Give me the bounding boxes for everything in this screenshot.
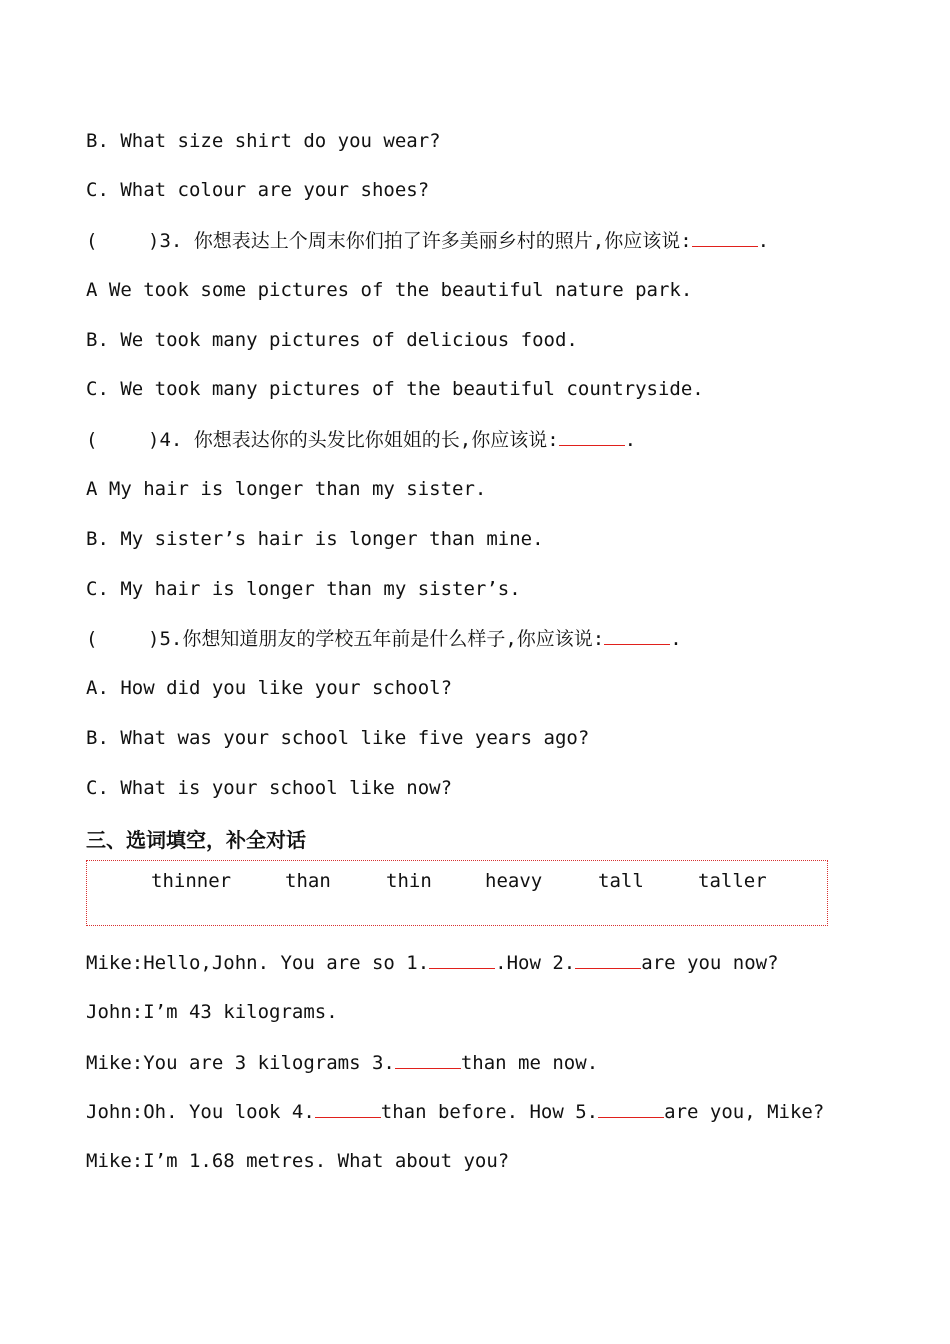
answer-blank-5[interactable] (598, 1099, 664, 1118)
answer-blank-1[interactable] (429, 950, 495, 969)
dialogue-text: Mike:You are 3 kilograms 3. (86, 1052, 395, 1074)
answer-blank[interactable] (604, 626, 670, 645)
dialogue-text: than before. How 5. (380, 1101, 599, 1123)
answer-paren[interactable]: ( (86, 230, 98, 252)
q2-option-b: B. What size shirt do you wear? (86, 130, 441, 152)
q4-prompt: )4. 你想表达你的头发比你姐姐的长,你应该说: (148, 429, 559, 451)
dialogue-text: are you, Mike? (664, 1101, 825, 1123)
word-bank-item: taller (698, 870, 767, 892)
word-bank-item: than (285, 870, 331, 892)
word-bank-item: thin (386, 870, 432, 892)
dialogue-text: Mike:Hello,John. You are so 1. (86, 952, 430, 974)
q3-option-a: A We took some pictures of the beautiful nature park. (86, 279, 693, 301)
word-bank-item: heavy (485, 870, 543, 892)
answer-paren[interactable]: ( (86, 628, 98, 650)
q5-prompt: )5.你想知道朋友的学校五年前是什么样子,你应该说: (148, 628, 605, 650)
dialogue-text: are you now? (641, 952, 779, 974)
word-bank-item: tall (598, 870, 644, 892)
q3-option-b: B. We took many pictures of delicious food. (86, 329, 578, 351)
answer-blank[interactable] (692, 228, 758, 247)
q4-option-c: C. My hair is longer than my sister’s. (86, 578, 521, 600)
answer-blank-2[interactable] (575, 950, 641, 969)
q3-prompt-line (86, 228, 769, 253)
q4-option-b: B. My sister’s hair is longer than mine. (86, 528, 544, 550)
dialogue-line-3 (86, 1050, 598, 1075)
dialogue-text: .How 2. (495, 952, 576, 974)
q5-option-c: C. What is your school like now? (86, 777, 453, 799)
answer-blank[interactable] (559, 427, 625, 446)
q5-option-b: B. What was your school like five years ago? (86, 727, 590, 749)
answer-blank-3[interactable] (395, 1050, 461, 1069)
dialogue-line-5: Mike:I’m 1.68 metres. What about you? (86, 1150, 510, 1172)
section-heading: 三、选词填空，补全对话 (86, 828, 306, 852)
q4-prompt-line (86, 427, 636, 452)
dialogue-line-2: John:I’m 43 kilograms. (86, 1001, 338, 1023)
period: . (670, 628, 682, 650)
word-bank-item: thinner (151, 870, 232, 892)
q5-prompt-line (86, 626, 682, 651)
answer-paren[interactable]: ( (86, 429, 98, 451)
q3-option-c: C. We took many pictures of the beautiful countryside. (86, 378, 704, 400)
dialogue-text: than me now. (460, 1052, 599, 1074)
word-bank-box (86, 860, 828, 926)
period: . (757, 230, 770, 252)
q3-prompt: )3. 你想表达上个周末你们拍了许多美丽乡村的照片,你应该说: (148, 230, 692, 252)
dialogue-line-1 (86, 950, 779, 975)
q5-option-a: A. How did you like your school? (86, 677, 453, 699)
answer-blank-4[interactable] (315, 1099, 381, 1118)
dialogue-line-4 (86, 1099, 824, 1124)
period: . (624, 429, 637, 451)
q4-option-a: A My hair is longer than my sister. (86, 478, 487, 500)
dialogue-text: John:Oh. You look 4. (86, 1101, 315, 1123)
q2-option-c: C. What colour are your shoes? (86, 179, 430, 201)
